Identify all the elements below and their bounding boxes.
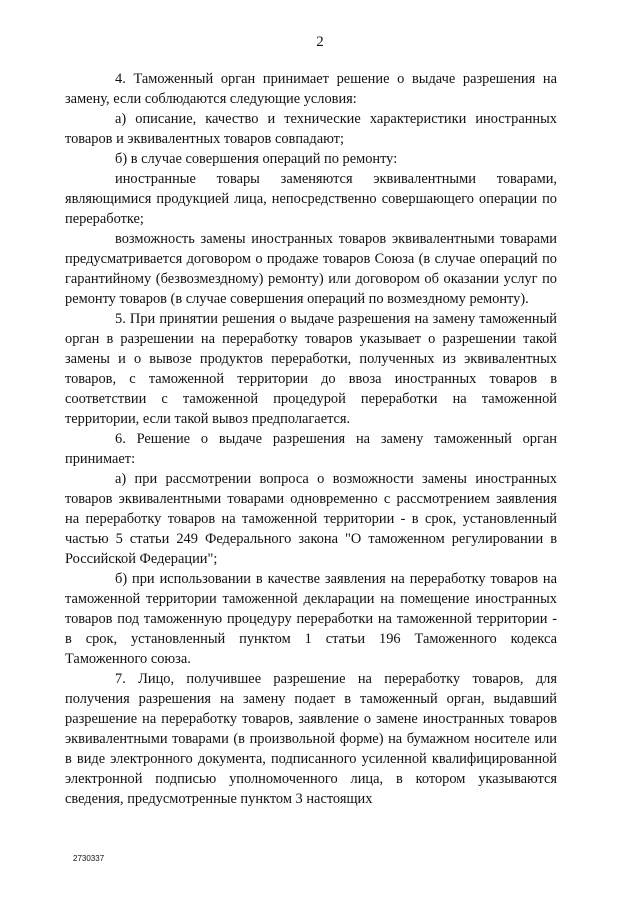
paragraph-6: 6. Решение о выдаче разрешения на замену таможенный орган принимает: bbox=[65, 431, 557, 467]
paragraph-6b: б) при использовании в качестве заявления на переработку товаров на таможенной территории таможенной декларации на помещение иностранных товаров под таможенную процедуру переработки на таможенной территории - в срок, установленный пунктом 1 статьи 196 Таможенного кодекса Таможенного союза. bbox=[65, 571, 557, 667]
page-number: 2 bbox=[316, 34, 324, 50]
document-code: 2730337 bbox=[73, 854, 105, 863]
paragraph-7: 7. Лицо, получившее разрешение на переработку товаров, для получения разрешения на замену подает в таможенный орган, выдавший разрешение на переработку товаров, заявление о замене иностранных товаров эквивалентными товарами (в произвольной форме) на бумажном носителе или в виде электронного документа, подписанного усиленной квалифицированной электронной подписью уполномоченного лица, в котором указываются сведения, предусмотренные пунктом 3 настоящих bbox=[65, 671, 557, 807]
paragraph-5: 5. При принятии решения о выдаче разрешения на замену таможенный орган в разрешении на переработку товаров указывает о разрешении такой замены и о вывозе продуктов переработки, полученных из эквивалентных товаров, с таможенной территории до ввоза иностранных товаров в соответствии с таможенной процедурой переработки на таможенной территории, если такой вывоз предполагается. bbox=[65, 311, 557, 427]
paragraph-6a: а) при рассмотрении вопроса о возможности замены иностранных товаров эквивалентными товарами одновременно с рассмотрением заявления на переработку товаров на таможенной территории - в срок, установленный частью 5 статьи 249 Федерального закона "О таможенном регулировании в Российской Федерации"; bbox=[65, 471, 557, 567]
document-body bbox=[65, 69, 557, 809]
paragraph-4: 4. Таможенный орган принимает решение о выдаче разрешения на замену, если соблюдаются следующие условия: bbox=[65, 71, 557, 107]
paragraph-4b: б) в случае совершения операций по ремонту: bbox=[115, 151, 398, 167]
paragraph-4b-item-1: иностранные товары заменяются эквивалентными товарами, являющимися продукцией лица, непосредственно совершающего операции по переработке; bbox=[65, 171, 557, 227]
paragraph-4a: а) описание, качество и технические характеристики иностранных товаров и эквивалентных товаров совпадают; bbox=[65, 111, 557, 147]
paragraph-4b-item-2: возможность замены иностранных товаров эквивалентными товарами предусматривается договором о продаже товаров Союза (в случае операций по гарантийному (безвозмездному) ремонту) или договором об оказании услуг по ремонту товаров (в случае совершения операций по возмездному ремонту). bbox=[65, 231, 557, 307]
